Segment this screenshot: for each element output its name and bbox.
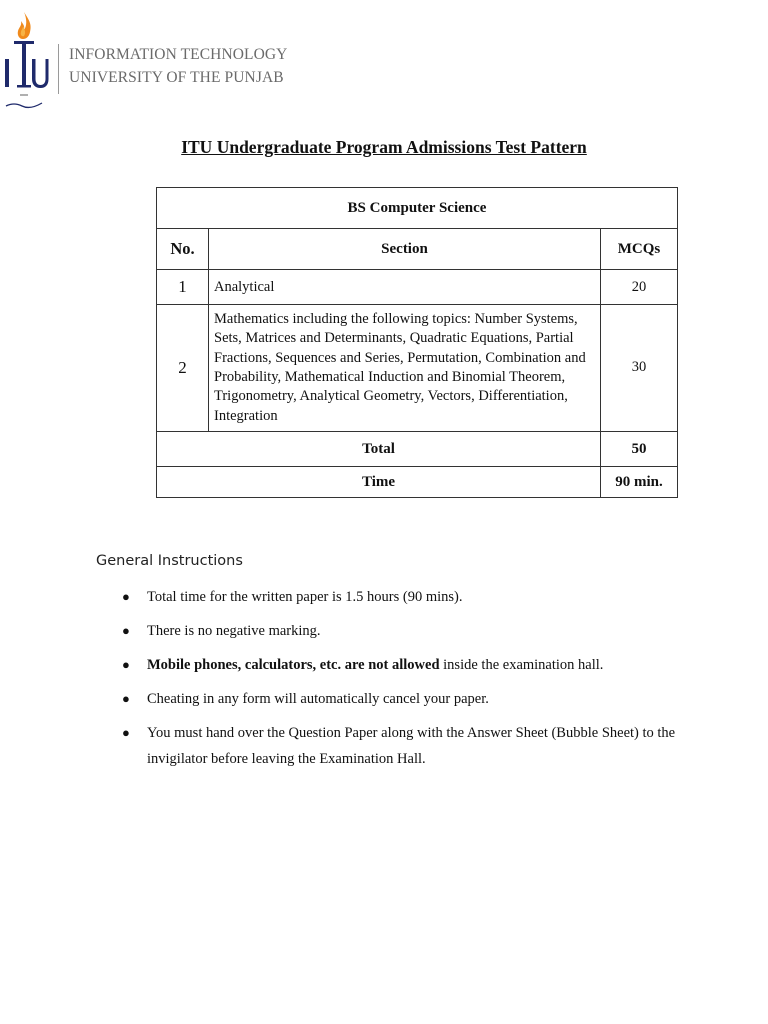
bullet-icon: ● [122,623,130,638]
time-label: Time [157,467,601,498]
instruction-text: inside the examination hall. [439,657,604,673]
bullet-icon: ● [122,657,130,672]
instructions-list [118,584,678,780]
logo-divider [58,44,59,94]
document-title [0,137,768,158]
instruction-text: Total time for the written paper is 1.5 hours (90 mins). [147,589,463,605]
instruction-text: There is no negative marking. [147,623,321,639]
table-row [157,270,678,305]
row-mcqs: 20 [601,270,678,305]
row-no: 2 [157,305,209,432]
test-pattern-table [156,187,678,498]
list-item [118,686,678,712]
header-section: Section [209,229,601,270]
total-value: 50 [601,432,678,467]
instruction-text: Cheating in any form will automatically cancel your paper. [147,691,489,707]
row-mcqs: 30 [601,305,678,432]
institution-name-line2: UNIVERSITY OF THE PUNJAB [69,69,284,86]
document-title-text: ITU Undergraduate Program Admissions Test Pattern [181,137,587,157]
row-section: Analytical [209,270,601,305]
institution-name-line1: INFORMATION TECHNOLOGY [69,46,288,63]
list-item [118,584,678,610]
time-value: 90 min. [601,467,678,498]
list-item [118,652,678,678]
instructions-heading: General Instructions [96,553,243,569]
header [0,0,288,120]
instruction-bold-text: Mobile phones, calculators, etc. are not allowed [147,657,440,673]
table-header-row [157,229,678,270]
program-name: BS Computer Science [157,188,678,229]
row-section: Mathematics including the following topics: Number Systems, Sets, Matrices and Determinants, Quadratic Equations, Partial Fractions, Sequences and Series, Permutation, Combination and Probability, Mathematical Induction and Binomial Theorem, Trigonometry, Analytical Geometry, Vectors, Differentiation, Integration [209,305,601,432]
table-total-row [157,432,678,467]
bullet-icon: ● [122,725,130,740]
table-time-row [157,467,678,498]
table-program-row [157,188,678,229]
itu-logo [2,8,50,112]
header-mcqs: MCQs [601,229,678,270]
header-no: No. [157,229,209,270]
bullet-icon: ● [122,589,130,604]
row-no: 1 [157,270,209,305]
list-item [118,618,678,644]
list-item [118,720,678,772]
instruction-text: You must hand over the Question Paper along with the Answer Sheet (Bubble Sheet) to the invigilator before leaving the Examination Hall. [147,725,676,767]
table-row [157,305,678,432]
total-label: Total [157,432,601,467]
bullet-icon: ● [122,691,130,706]
